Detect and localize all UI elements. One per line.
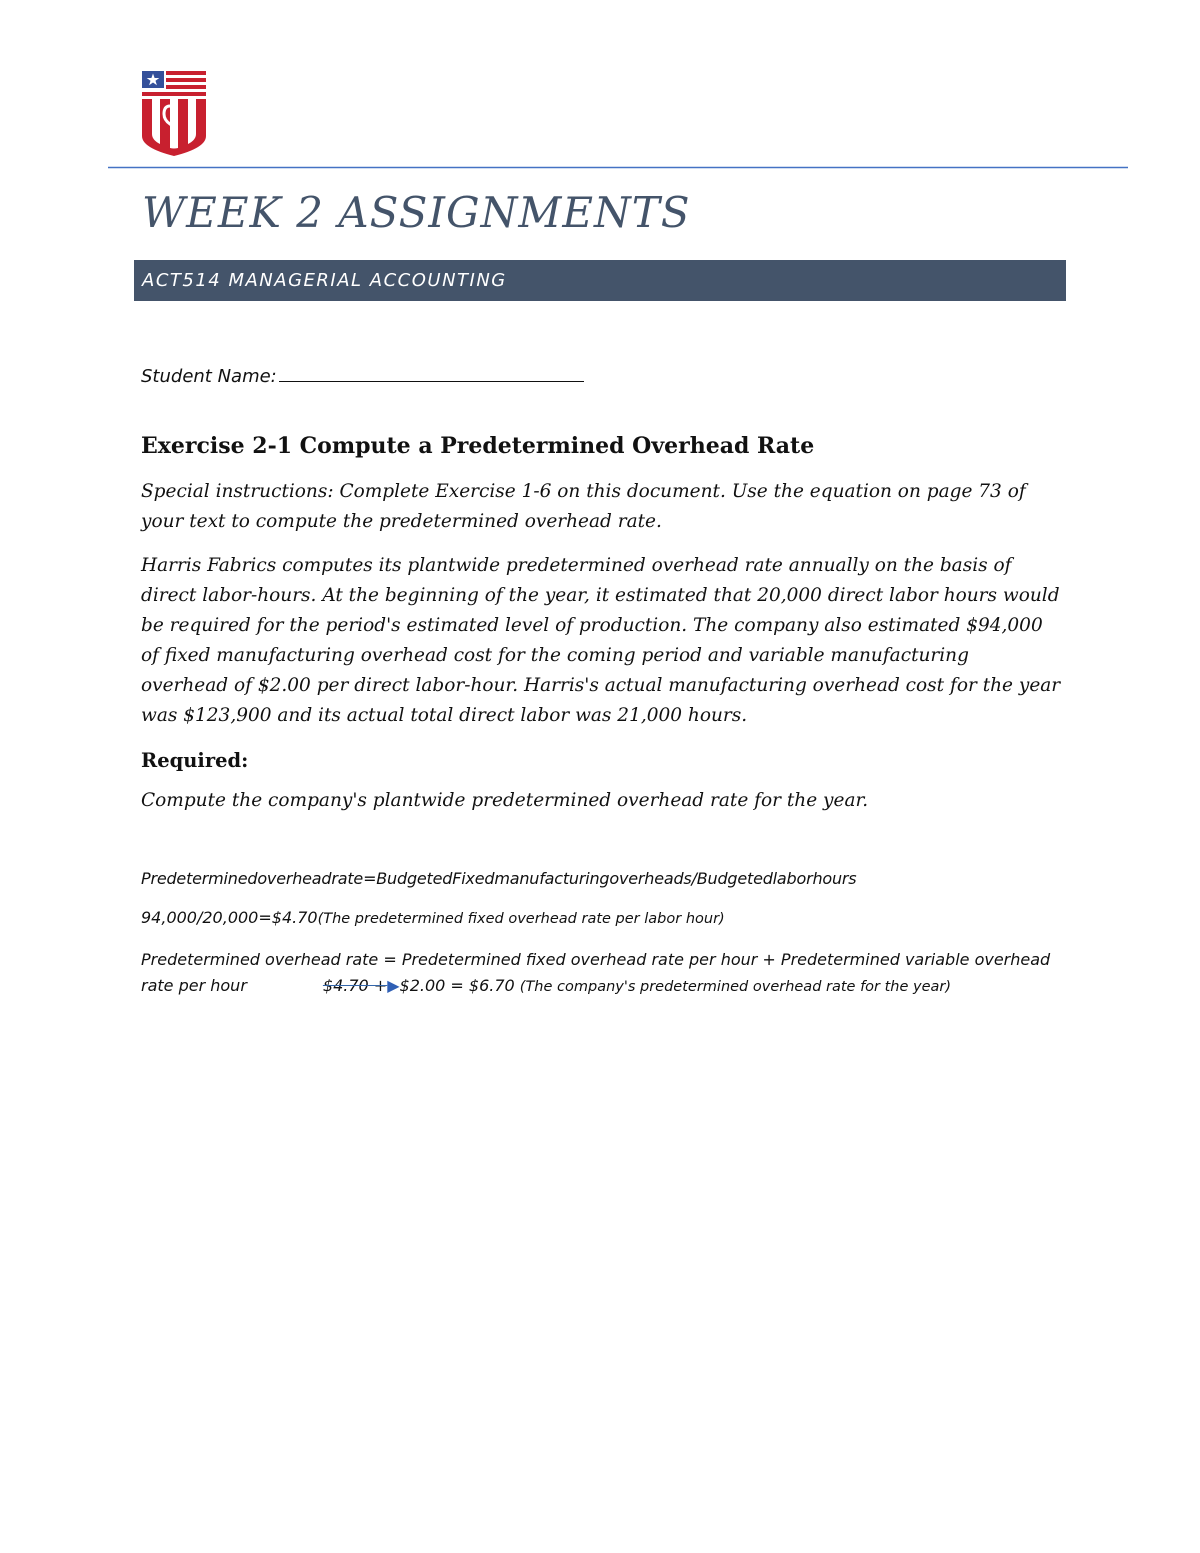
calculation-main: 94,000/20,000=$4.70 xyxy=(141,908,318,927)
header-rule xyxy=(108,166,1128,169)
formula-line: Predeterminedoverheadrate=BudgetedFixedmanufacturingoverheads/Budgetedlaborhours xyxy=(141,869,857,888)
logo-stripe xyxy=(142,92,206,96)
task-text: Compute the company's plantwide predetermined overhead rate for the year. xyxy=(141,790,869,811)
calculation-line xyxy=(141,908,1061,927)
student-name-blank[interactable] xyxy=(279,380,584,382)
final-result: $2.00 = $6.70 xyxy=(399,976,515,995)
logo-stripe xyxy=(166,85,206,89)
course-title: ACT514 MANAGERIAL ACCOUNTING xyxy=(142,270,507,291)
logo-stripe xyxy=(166,71,206,75)
problem-statement: Harris Fabrics computes its plantwide predetermined overhead rate annually on the basis of direct labor-hours. At the beginning of the year, it estimated that 20,000 direct labor hours would be required for the period's estimated level of production. The company also estimated $94,000 of fixed manufacturing overhead cost for the coming period and variable manufacturing overhead of $2.00 per direct labor-hour. Harris's actual manufacturing overhead cost for the year was $123,900 and its actual total direct labor was 21,000 hours. xyxy=(141,555,1061,726)
course-banner xyxy=(134,260,1066,301)
student-name-label: Student Name: xyxy=(141,366,277,387)
logo-stripe xyxy=(166,78,206,82)
final-answer xyxy=(141,947,1061,1000)
final-note: (The company's predetermined overhead rate for the year) xyxy=(519,979,952,995)
usu-shield-logo-icon xyxy=(140,68,208,158)
final-text: Predetermined overhead rate = Predetermined fixed overhead rate per hour + Predetermined variable overhead rate per hour xyxy=(141,950,1051,995)
calculation-note: (The predetermined fixed overhead rate per labor hour) xyxy=(317,911,725,927)
final-struck-value: $4.70 + xyxy=(322,976,388,995)
edit-arrow-icon: ▶ xyxy=(387,976,400,995)
page-title: WEEK 2 ASSIGNMENTS xyxy=(142,188,691,237)
document-body xyxy=(141,366,1061,1000)
exercise-heading: Exercise 2-1 Compute a Predetermined Overhead Rate xyxy=(141,433,815,459)
student-name-row xyxy=(141,366,1061,387)
required-label: Required: xyxy=(141,749,249,772)
special-instructions: Special instructions: Complete Exercise 1-6 on this document. Use the equation on page 73 of your text to compute the predetermined overhead rate. xyxy=(141,481,1026,532)
